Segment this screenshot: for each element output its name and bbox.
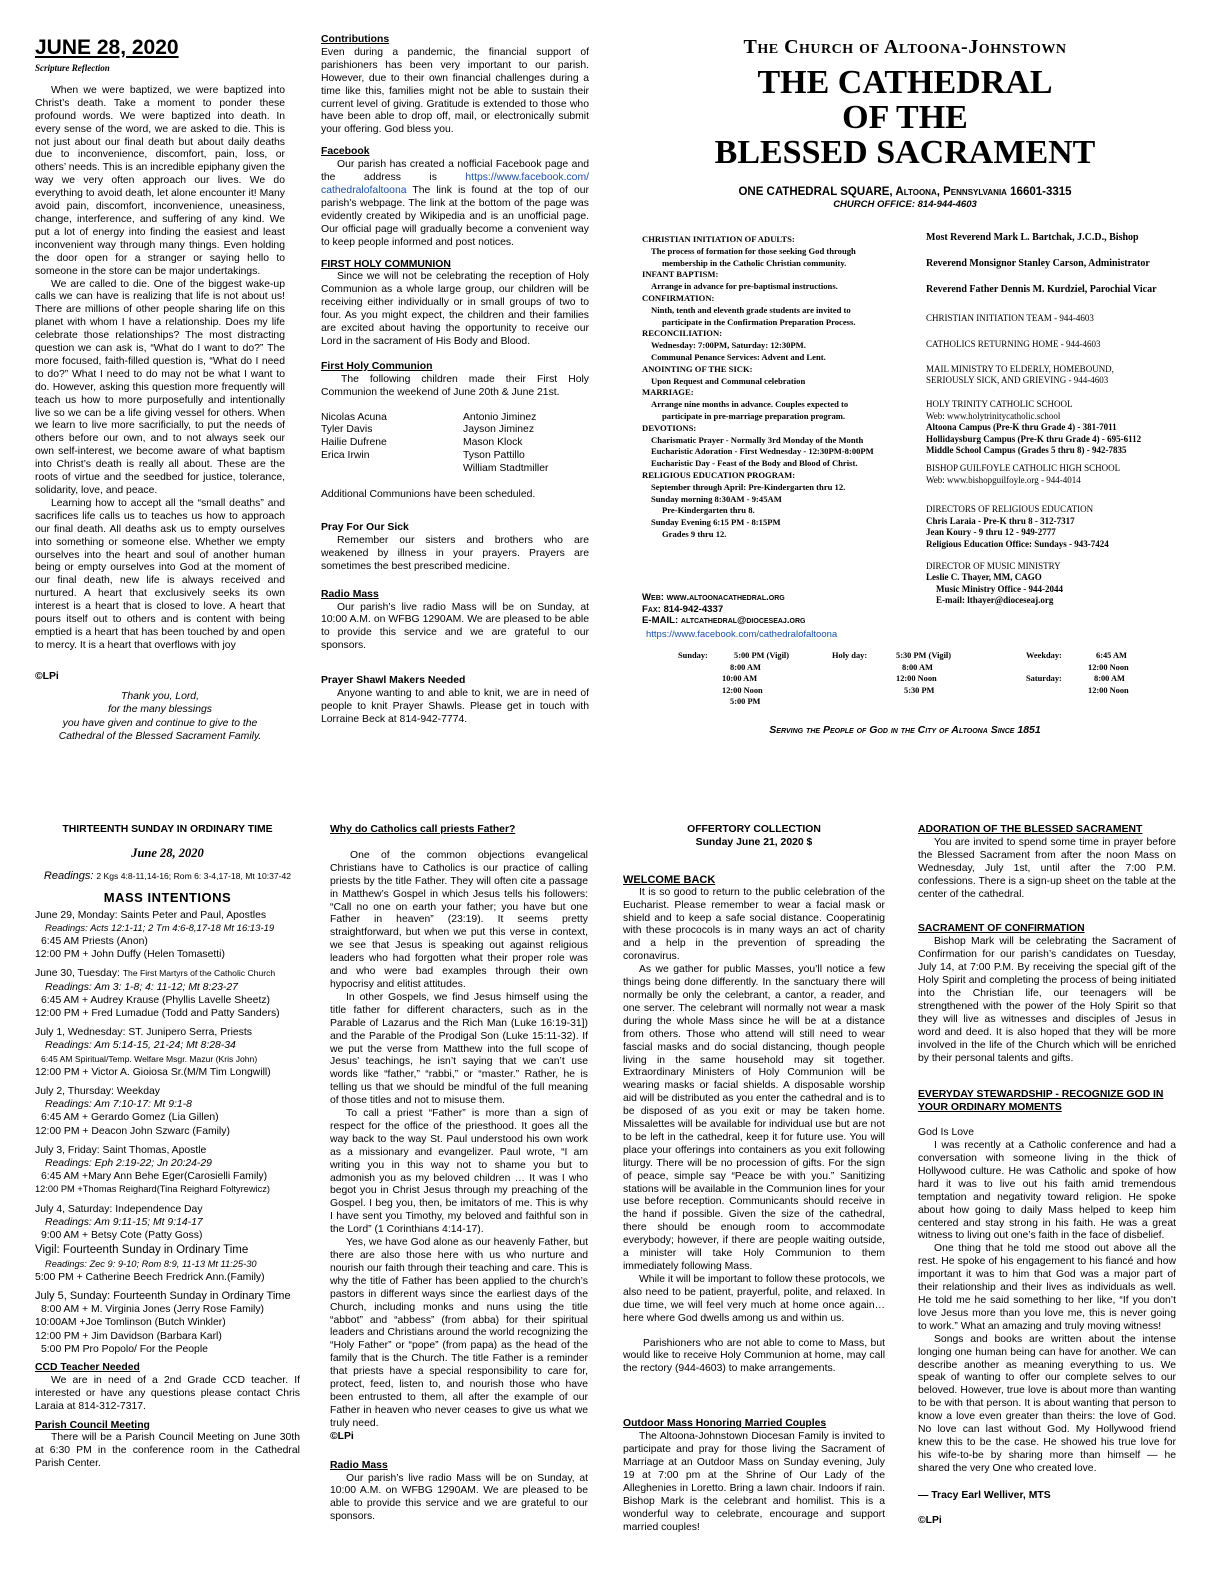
first-communion-text: Since we will not be celebrating the reception of Holy Communion as a whole large group, our children will be receiving either individually or in small groups of two to four. As you might expect, the children and their families are excited about having the opportunity to receive our Lord in the sacrament of His Body and Blood.	[321, 271, 589, 347]
mail-ministry-line: MAIL MINISTRY TO ELDERLY, HOMEBOUND,	[926, 364, 1114, 374]
sunday-times	[722, 650, 832, 708]
facebook-heading: Facebook	[321, 146, 370, 158]
prayer-shawl-text: Anyone wanting to and able to knit, we are in need of people to knit Prayer Shawls. Please get in touch with Lorraine Beck at 814-942-7774.	[321, 688, 589, 725]
sacrament-detail: Ninth, tenth and eleventh grade students are invited to	[651, 304, 851, 315]
contact-info	[642, 592, 932, 640]
priests-father-paragraph: One of the common objections evangelical Christians have to Catholics is our practice of calling priests by the title Father. They will often cite a passage in Matthew’s Gospel in which Jesus tells his followers: “Call no one on earth your father; you have but one Father in heaven” (23:19). It seems pretty straightforward, but when we put this verse in context, we see that Jesus is speaking out against religious leaders who had forgotten what their proper role was and who were bad examples through their own hypocrisy and elitist attitudes.	[330, 849, 588, 990]
masthead	[620, 36, 1190, 210]
holy-day-label: Holy day:	[832, 651, 868, 660]
bishop-guilfoyle-school	[926, 463, 1194, 486]
stewardship-paragraph: Songs and books are written about the intense longing one human being can have for another. We can describe another as meaning everything to us. We speak of wanting to offer our complete selves to our beloved. However, true love is about more than wanting to be with that person. It is about wanting that person to know a love even greater than theirs: the love of God. No love can last without God. My Hollywood friend knew this to be the case. He showed his true love for his wife-to-be by sharing more than himself — he shared the very One who created love.	[918, 1333, 1176, 1474]
title-line: BLESSED SACRAMENT	[714, 134, 1096, 171]
intention-readings: Readings: Am 9:11-15; Mt 9:14-17	[45, 1216, 203, 1228]
mass-time: 5:00 PM	[730, 697, 761, 707]
sacrament-detail: Charismatic Prayer - Normally 3rd Monday of the Month	[651, 434, 864, 445]
administrator-name: Reverend Monsignor Stanley Carson, Administrator	[926, 258, 1150, 269]
sunday-mass: 12:00 PM + Jim Davidson (Barbara Karl)	[35, 1330, 222, 1342]
school-campus: Middle School Campus (Grades 5 thru 8) - 942-7835	[926, 445, 1127, 456]
intention-mass: 6:45 AM Priests (Anon)	[41, 936, 148, 948]
prayer-line: for the many blessings	[108, 704, 212, 716]
stewardship-paragraph: One thing that he told me stood out above all the rest. He spoke of his engagement to his fiancé and how important it was to him that God was a major part of their relationship and their lives as individuals as well. He told me he said something to her like, “If you don’t love Jesus more than you love me, this is never going to work.” What an amazing and truly moving witness!	[918, 1243, 1176, 1332]
mass-intentions-column	[35, 824, 300, 1471]
adoration-text: You are invited to spend some time in prayer before the Blessed Sacrament from after the noon Mass on Wednesday, July 1st, until after the 7:00 P.M. confessions. There is a sign-up sheet on the table at the center of the cathedral.	[918, 836, 1177, 900]
adoration-heading: ADORATION OF THE BLESSED SACRAMENT	[918, 824, 1143, 835]
priests-father-paragraph: To call a priest “Father” is more than a sign of respect for the office of the priesthood. It goes all the way back to the way St. Paul understood his own work as a missionary and evangelizer. Paul wrote, “I am writing you in this way not to shame you but to admonish you as my beloved children … It was I who begot you in Christ Jesus through my preaching of the Gospel. I beg you, then, be imitators of me. This is why I have sent you Timothy, my beloved and faithful son in the Lord” (1 Corinthians 4:14-17).	[330, 1108, 588, 1236]
saturday-label: Saturday:	[1026, 674, 1062, 684]
council-heading: Parish Council Meeting	[35, 1419, 150, 1431]
mail-ministry	[926, 364, 1194, 385]
intention-day	[35, 1085, 300, 1138]
title-line: THE CATHEDRAL	[757, 64, 1053, 101]
intention-mass: 6:45 AM Spiritual/Temp. Welfare Msgr. Mazur (Kris John)	[41, 1053, 258, 1064]
vigil-title: Vigil: Fourteenth Sunday in Ordinary Time	[35, 1244, 249, 1257]
priests-father-paragraph: Yes, we have God alone as our heavenly Father, but there are also those here with us who nurture and nourish our faith through their teaching and care. This is why the title of Father has been applied to the church’s pastors in different ways since the earliest days of the Church, including monks and nuns using the title “abbot” and “abbess” (from abba) for their spiritual leaders and Christians around the world recognizing the “Holy Father” or “pope” (from papa) as the head of the family that is the Church. The title Father is a reminder that priests have a special responsibility to care for, protect, feed, listen to, and nourish those who have been entrusted to them, all after the example of our Father in heaven who never ceases to give us what we truly need.	[330, 1237, 588, 1429]
contributions-text: Even during a pandemic, the financial support of parishioners has been very important to our parish. However, due to their own financial challenges during a time like this, families might not be able to sustain their current level of giving. Gratitude is extended to those who have been able to drop off, mail, or electronically submit your offering. God bless you.	[321, 46, 589, 136]
intention-mass: 6:45 AM + Gerardo Gomez (Lia Gillen)	[41, 1112, 219, 1124]
radio-mass-text: Our parish’s live radio Mass will be on Sunday, at 10:00 A.M. on WFBG 1290AM. We are pleased to be able to provide this service and we are grateful to our sponsors.	[321, 601, 589, 652]
sacrament-heading: ANOINTING OF THE SICK:	[642, 363, 753, 374]
intention-readings: Readings: Acts 12:1-11; 2 Tm 4:6-8,17-18 Mt 16:13-19	[45, 922, 275, 934]
thank-you-prayer	[35, 690, 285, 744]
sacrament-detail: Arrange in advance for pre-baptismal instructions.	[651, 281, 838, 292]
reflection-column	[35, 36, 285, 744]
intention-readings: Readings: Am 5:14-15, 21-24; Mt 8:28-34	[45, 1040, 236, 1052]
sacrament-detail: Communal Penance Services: Advent and Lent.	[651, 351, 826, 362]
communicant-name: Jayson Jiminez	[463, 424, 535, 436]
mass-time: 8:00 AM	[902, 662, 933, 672]
holy-trinity-school	[926, 399, 1194, 457]
stewardship-paragraph: I was recently at a Catholic conference and had a conversation with someone living in the thick of Hollywood culture. He was Catholic and spoke of how hard it was to live out his faith amid tremendous temptation and negativity toward religion. He spoke about how going to daily Mass helped to keep him centered and stay strong in his faith. He was a great witness to living out one’s faith in the face of disbelief.	[918, 1140, 1176, 1242]
intention-date: July 4, Saturday: Independence Day	[35, 1203, 203, 1215]
staff-directory	[926, 232, 1194, 607]
communicant-name: Antonio Jiminez	[463, 411, 537, 423]
intention-date: June 29, Monday: Saints Peter and Paul, Apostles	[35, 909, 267, 921]
welcome-paragraph: As we gather for public Masses, you’ll notice a few things being done differently. In the sanctuary there will normally be only the celebrant, a cantor, a reader, and one server. The celebrant will normally not wear a mask during the whole Mass since he will be at a distance from others. Those who attend will still need to wear fascial masks and do social distancing, though people living in the same household may sit together. Extraordinary Ministers of Holy Communion will be wearing masks or facial shields. A disposable worship aid will be distributed as you enter the cathedral and is to be disposed of as you exit or may be taken home. Missalettes will be available for individual use but are not to be left in the cathedral, keep it for future use. You will place your offerings into containers as you exit following liturgy. There will be no procession of gifts. For the sign of peace, simple say “Peace be with you.” Sanitizing stations will be available in the Communion lines for your use before reception. Communicants should receive in the hand if possible. Given the size of the cathedral, there should be enough room to accommodate everybody; however, if there are people waiting outside, a minister will take Holy Communion to them immediately following Mass.	[623, 964, 885, 1272]
directors-heading: DIRECTORS OF RELIGIOUS EDUCATION	[926, 504, 1094, 515]
church-address: ONE CATHEDRAL SQUARE, Altoona, Pennsylvania 16601-3315	[738, 186, 1072, 198]
intention-day	[35, 967, 300, 1020]
mail-ministry-line: SERIOUSLY SICK, AND GRIEVING - 944-4603	[926, 374, 1109, 385]
communicant-name: Mason Klock	[463, 437, 523, 449]
first-communion-names-intro: The following children made their First Holy Communion the weekend of June 20th & June 21st.	[321, 373, 589, 398]
church-name: The Church of Altoona-Johnstown	[743, 36, 1067, 58]
music-line: Music Ministry Office - 944-2044	[936, 583, 1063, 594]
sacrament-detail: Eucharistic Day - Feast of the Body and Blood of Christ.	[651, 458, 858, 469]
mass-time: 6:45 AM	[1096, 651, 1127, 660]
intention-readings: Readings: Am 7:10-17: Mt 9:1-8	[45, 1099, 192, 1111]
reflection-paragraph: Learning how to accept all the “small deaths” and sacrifices life calls us to teaches us how to approach our final death. All deaths ask us to empty ourselves into something or someone else. Whether we empty ourselves into the heart and soul of another human being or empty ourselves into God at the moment of our final death, new life is always received and nurtured. A heart that exclusively seeks its own interest is a heart that is closed to love. A heart that pours itself out to others and is content with being emptied is a heart that has been touched by and open to mercy. It is a heart that overflows with joy	[35, 497, 285, 651]
pray-sick-text: Remember our sisters and brothers who are weakened by illness in your prayers. Prayers are sometimes the best prescribed medicine.	[321, 534, 589, 572]
sacrament-heading: RECONCILIATION:	[642, 328, 723, 339]
ccd-heading: CCD Teacher Needed	[35, 1361, 140, 1373]
sacrament-detail: Sunday morning 8:30AM - 9:45AM	[651, 493, 782, 504]
welcome-paragraph: While it will be important to follow these protocols, we also need to be patient, prayerful, polite, and relaxed. In due time, we will feel very much at home once again…here where God dwells among us and within us.	[623, 1273, 885, 1324]
welcome-back-column	[623, 824, 885, 1534]
prayer-line: you have given and continue to give to the	[62, 717, 258, 729]
intention-date: June 30, Tuesday: The First Martyrs of the Catholic Church	[35, 968, 276, 980]
radio-mass-text-2: Our parish’s live radio Mass will be on Sunday, at 10:00 A.M. on WFBG 1290AM. We are pleased to be able to provide this service and we are grateful to our sponsors.	[330, 1472, 588, 1523]
school-name: HOLY TRINITY CATHOLIC SCHOOL	[926, 399, 1073, 409]
intention-readings: Readings: Am 3: 1-8; 4: 11-12; Mt 8:23-27	[45, 981, 238, 993]
reflection-credit: ©LPi	[35, 670, 59, 682]
prayer-line: Thank you, Lord,	[121, 690, 199, 702]
mass-time: 5:30 PM (Vigil)	[896, 651, 952, 660]
intention-mass: 12:00 PM + Fred Lumadue (Todd and Patty Sanders)	[35, 1008, 280, 1020]
title-line: OF THE	[842, 99, 968, 136]
sunday-label: Sunday:	[678, 651, 708, 660]
first-communion-heading: FIRST HOLY COMMUNION	[321, 258, 451, 270]
welcome-paragraph: Parishioners who are not able to come to Mass, but would like to receive Holy Communion at home, may call the rectory (944-4603) to make arrangements.	[623, 1337, 885, 1375]
facebook-text: Our parish has created a nofficial Facebook page and the address is https://www.facebook.com/ cathedralofaltoona The link is found at the top of our parish’s webpage. The link at the bottom of the page was evidently created by Wikipedia and is an unofficial page. Our official page will gradually become a convenient way to keep people informed and post notices.	[321, 159, 590, 248]
music-ministry	[926, 561, 1194, 607]
initiation-team: CHRISTIAN INITIATION TEAM - 944-4603	[926, 313, 1094, 323]
intention-day	[35, 1203, 300, 1243]
holy-day-times	[886, 650, 1026, 708]
mass-time: 8:00 AM	[1094, 674, 1125, 684]
welcome-back-heading: WELCOME BACK	[623, 873, 716, 886]
sacrament-heading: RELIGIOUS EDUCATION PROGRAM:	[642, 469, 796, 480]
sacrament-detail: participate in pre-marriage preparation program.	[662, 410, 846, 421]
music-line: Leslie C. Thayer, MM, CAGO	[926, 572, 1042, 583]
offertory-date: Sunday June 21, 2020 $	[695, 836, 813, 848]
confirmation-text: Bishop Mark will be celebrating the Sacrament of Confirmation for our parish’s candidates on Tuesday, July 14, at 7:00 P.M. By receiving the special gift of the Holy Spirit and completing the process of being initiated into the Christian life, our teenagers will be strengthened with the power of the Holy Spirit so that they will live as witnesses and disciples of Jesus in word and deed. It is also hoped that they will be more involved in the life of the Church which will be enriched by their personal talents and gifts.	[918, 936, 1176, 1064]
intention-mass: 12:00 PM + Victor A. Gioiosa Sr.(M/M Tim Longwill)	[35, 1066, 271, 1078]
ccd-text: We are in need of a 2nd Grade CCD teacher. If interested or have any questions please contact Chris Laraia at 814-312-7317.	[35, 1374, 300, 1412]
church-office-phone: CHURCH OFFICE: 814-944-4603	[833, 199, 977, 210]
fax-number: Fax: 814-942-4337	[642, 603, 724, 615]
communicant-name: Erica Irwin	[321, 450, 370, 462]
website-link[interactable]: Web: www.altoonacathedral.org	[642, 592, 785, 603]
religious-education-directors	[926, 504, 1194, 550]
prayer-shawl-heading: Prayer Shawl Makers Needed	[321, 675, 466, 687]
priests-father-heading: Why do Catholics call priests Father?	[330, 824, 516, 835]
intention-mass: 9:00 AM + Betsy Cote (Patty Goss)	[41, 1230, 203, 1242]
sacrament-heading: CHRISTIAN INITIATION OF ADULTS:	[642, 234, 795, 244]
director-line: Chris Laraia - Pre-K thru 8 - 312-7317	[926, 515, 1075, 526]
reflection-paragraph: We are called to die. One of the biggest wake-up calls we can have is realizing that life is not about us! There are millions of other people sharing life on this planet with whom I have a relationship. Does my life celebrate those relationships? The most distracting question we can ask is, “What do I want to do?” The more focused, faith-filled question is, “What do I need to do?” What I need to do may not be what I want to do. However, asking this question more frequently will teach us how to more purposefully and intentionally live so we can be a life giving vessel for others. When we learn to live more sacrificially, to put the needs of others before our own, and to not always seek our own self-interest, we become aware of what baptism into Christ’s death is really all about. These are the roots of virtue and the seedbed for justice, tolerance, solidarity, love, and peace.	[35, 278, 285, 496]
reflection-paragraph: When we were baptized, we were baptized into Christ’s death. Take a moment to ponder these profound words. We were baptized into death. In every sense of the word, we are asked to die. This is not just about our final death but about daily deaths due to inconvenience, discomfort, pain, loss, or others’ needs. This is an incredible epiphany given the way we very often approach our lives. We do everything to avoid death, let alone encounter it! Many avoid pain, discomfort, inconvenience, uneasiness, change, interference, and suffering of any kind. We put a lot of energy into finding the easiest and least inconvenient way through many things. Even holding the door open for a stranger or saying hello to someone in the store can be major undertakings.	[35, 84, 285, 277]
music-line: E-mail: lthayer@dioceseaj.org	[936, 595, 1054, 606]
intention-mass: 12:00 PM + John Duffy (Helen Tomasetti)	[35, 949, 225, 961]
additional-communions: Additional Communions have been scheduled.	[321, 489, 536, 501]
intention-mass: 6:45 AM +Mary Ann Behe Eger(Carosielli Family)	[41, 1171, 268, 1183]
music-heading: DIRECTOR OF MUSIC MINISTRY	[926, 560, 1061, 571]
intention-readings: Readings: Eph 2:19-22; Jn 20:24-29	[45, 1158, 212, 1170]
welcome-paragraph: It is so good to return to the public celebration of the Eucharist. Please remember to wear a facial mask or shield and to keep a safe social distance. Cooperatinig with these prococols is in many ways an act of charity and a help in the prevention of spreading the coronavirus.	[623, 886, 885, 963]
liturgical-day-title: THIRTEENTH SUNDAY IN ORDINARY TIME	[62, 824, 273, 835]
school-web: Web: www.holytrinitycatholic.school	[926, 410, 1061, 421]
mass-times	[678, 650, 1148, 708]
intention-mass: 12:00 PM +Thomas Reighard(Tina Reighard Foltyrewicz)	[35, 1184, 271, 1195]
confirmation-heading: SACRAMENT OF CONFIRMATION	[918, 923, 1085, 935]
sunday-mass: 8:00 AM + M. Virginia Jones (Jerry Rose Family)	[41, 1304, 264, 1316]
adoration-column	[918, 824, 1176, 1528]
returning-home: CATHOLICS RETURNING HOME - 944-4603	[926, 339, 1101, 349]
sacrament-detail: September through April: Pre-Kindergarten thru 12.	[651, 481, 846, 492]
prayer-line: Cathedral of the Blessed Sacrament Family.	[58, 731, 262, 743]
school-name: BISHOP GUILFOYLE CATHOLIC HIGH SCHOOL	[926, 462, 1121, 473]
communicant-name: Tyson Pattillo	[463, 450, 525, 462]
reflection-date: JUNE 28, 2020	[35, 36, 179, 59]
intention-mass: 6:45 AM + Audrey Krause (Phyllis Lavelle Sheetz)	[41, 994, 271, 1006]
sacrament-heading: DEVOTIONS:	[642, 422, 697, 433]
stewardship-heading: EVERYDAY STEWARDSHIP - RECOGNIZE GOD IN YOUR ORDINARY MOMENTS	[918, 1089, 1164, 1114]
weekday-saturday-times	[1088, 650, 1148, 708]
mass-time: 12:00 Noon	[896, 674, 937, 684]
communicant-name: William Stadtmiller	[463, 463, 549, 475]
stewardship-title: God Is Love	[918, 1127, 975, 1139]
sacrament-detail: Upon Request and Communal celebration	[651, 375, 806, 386]
sunday-mass: 5:00 PM Pro Popolo/ For the People	[41, 1343, 208, 1355]
intention-day	[35, 1026, 300, 1079]
director-line: Jean Koury - 9 thru 12 - 949-2777	[926, 527, 1056, 538]
director-line: Religious Education Office: Sundays - 943-7424	[926, 538, 1109, 549]
mass-time: 10:00 AM	[722, 674, 758, 684]
intention-date: July 2, Thursday: Weekday	[35, 1086, 160, 1098]
offertory-heading: OFFERTORY COLLECTION	[687, 824, 821, 835]
sacrament-detail: Sunday Evening 6:15 PM - 8:15PM	[651, 517, 781, 528]
email-link[interactable]: E-MAIL: altcathedral@dioceseaj.org	[642, 615, 806, 627]
reflection-subtitle: Scripture Reflection	[35, 63, 110, 73]
facebook-page-link[interactable]: https://www.facebook.com/cathedralofaltoona	[646, 628, 838, 640]
school-web: Web: www.bishopguilfoyle.org - 944-4014	[926, 474, 1081, 485]
vicar-name: Reverend Father Dennis M. Kurdziel, Parochial Vicar	[926, 284, 1157, 295]
mass-time: 5:30 PM	[904, 685, 935, 695]
sacrament-heading: INFANT BAPTISM:	[642, 269, 719, 280]
bishop-name: Most Reverend Mark L. Bartchak, J.C.D., Bishop	[926, 232, 1139, 243]
vigil-readings: Readings: Zec 9: 9-10; Rom 8:9, 11-13 Mt 11:25-30	[45, 1258, 257, 1269]
sunday-title: July 5, Sunday: Fourteenth Sunday in Ordinary Time	[35, 1289, 291, 1302]
weekday-saturday-labels	[1026, 650, 1088, 708]
weekday-label: Weekday:	[1026, 651, 1062, 660]
vigil-mass: 5:00 PM + Catherine Beech Fredrick Ann.(Family)	[35, 1271, 265, 1283]
sunday-readings: Readings: 2 Kgs 4:8-11,14-16; Rom 6: 3-4,17-18, Mt 10:37-42	[43, 869, 292, 882]
stewardship-credit: ©LPi	[918, 1514, 942, 1526]
intention-day	[35, 1144, 300, 1197]
communicant-name: Hailie Dufrene	[321, 437, 387, 449]
facebook-link[interactable]: https://www.facebook.com/ cathedralofaltoona	[321, 172, 589, 196]
first-communion-names-heading: First Holy Communion	[321, 360, 433, 372]
school-campus: Altoona Campus (Pre-K thru Grade 4) - 381-7011	[926, 422, 1117, 433]
intention-date: July 3, Friday: Saint Thomas, Apostle	[35, 1144, 207, 1156]
communicant-names	[321, 412, 589, 477]
priests-father-credit: ©LPi	[330, 1430, 354, 1442]
sacrament-detail: Pre-Kindergarten thru 8.	[662, 505, 755, 516]
communicant-name: Nicolas Acuna	[321, 411, 387, 423]
sacrament-detail: Eucharistic Adoration - First Wednesday - 12:30PM-8:00PM	[651, 446, 874, 457]
mass-time: 12:00 Noon	[722, 685, 763, 695]
council-text: There will be a Parish Council Meeting on June 30th at 6:30 PM in the conference room in the Cathedral Parish Center.	[35, 1432, 300, 1470]
mass-time: 12:00 Noon	[1088, 685, 1129, 695]
intention-date: July 1, Wednesday: ST. Junipero Serra, Priests	[35, 1027, 252, 1039]
sacrament-heading: CONFIRMATION:	[642, 292, 715, 303]
pray-sick-heading: Pray For Our Sick	[321, 522, 409, 533]
liturgical-date: June 28, 2020	[131, 845, 204, 860]
intention-day	[35, 909, 300, 962]
radio-mass-heading: Radio Mass	[321, 588, 379, 600]
outdoor-mass-heading: Outdoor Mass Honoring Married Couples	[623, 1418, 827, 1430]
radio-mass-heading-2: Radio Mass	[330, 1459, 388, 1471]
sacrament-detail: Arrange nine months in advance. Couples expected to	[651, 399, 849, 410]
priests-father-paragraph: In other Gospels, we find Jesus himself using the title father for different characters, such as in the Parable of Lazarus and the Rich Man (Luke 16:19-31]) and the Parable of the Prodigal Son (Luke 15:11-32). If we put the verse from Matthew into the full scope of Jesus’ teachings, he isn’t saying that we can’t use words like “father,” “rabbi,” or “master.” Rather, he is telling us that we should be mindful of the full meaning of those titles and not to misuse them.	[330, 991, 588, 1107]
stewardship-author: — Tracy Earl Welliver, MTS	[918, 1489, 1051, 1501]
cathedral-title	[620, 65, 1190, 170]
tagline: Serving the People of God in the City of Altoona Since 1851	[769, 724, 1041, 736]
sacrament-heading: MARRIAGE:	[642, 387, 694, 398]
mass-time: 8:00 AM	[730, 662, 761, 672]
sacraments-list	[642, 234, 914, 541]
school-campus: Hollidaysburg Campus (Pre-K thru Grade 4) - 695-6112	[926, 433, 1142, 444]
sacrament-detail: membership in the Catholic Christian community.	[662, 257, 847, 268]
mass-intentions-heading: MASS INTENTIONS	[103, 889, 232, 905]
priests-father-column	[330, 824, 588, 1524]
sacrament-detail: participate in the Confirmation Preparation Process.	[662, 316, 856, 327]
intention-mass: 12:00 PM + Deacon John Szwarc (Family)	[35, 1125, 230, 1137]
notices-column	[321, 34, 589, 727]
outdoor-mass-text: The Altoona-Johnstown Diocesan Family is invited to participate and pray for those living the Sacrament of Marriage at an Outdoor Mass on Sunday evening, July 19 at 7:00 pm at the Shrine of Our Lady of the Alleghenies in Loretto. Bring a lawn chair. Indoors if rain. Bishop Mark is the celebrant and homilist. This is a wonderful way to celebrate, encourage and support married couples!	[623, 1431, 885, 1533]
sacrament-detail: Wednesday: 7:00PM, Saturday: 12:30PM.	[651, 340, 806, 351]
communicant-name: Tyler Davis	[321, 424, 373, 436]
sacrament-detail: Grades 9 thru 12.	[662, 528, 727, 539]
contributions-heading: Contributions	[321, 34, 390, 45]
mass-time: 5:00 PM (Vigil)	[734, 651, 790, 660]
sacrament-detail: The process of formation for those seeking God through	[651, 245, 856, 256]
mass-time: 12:00 Noon	[1088, 662, 1129, 672]
sunday-mass: 10:00AM +Joe Tomlinson (Butch Winkler)	[35, 1317, 226, 1329]
